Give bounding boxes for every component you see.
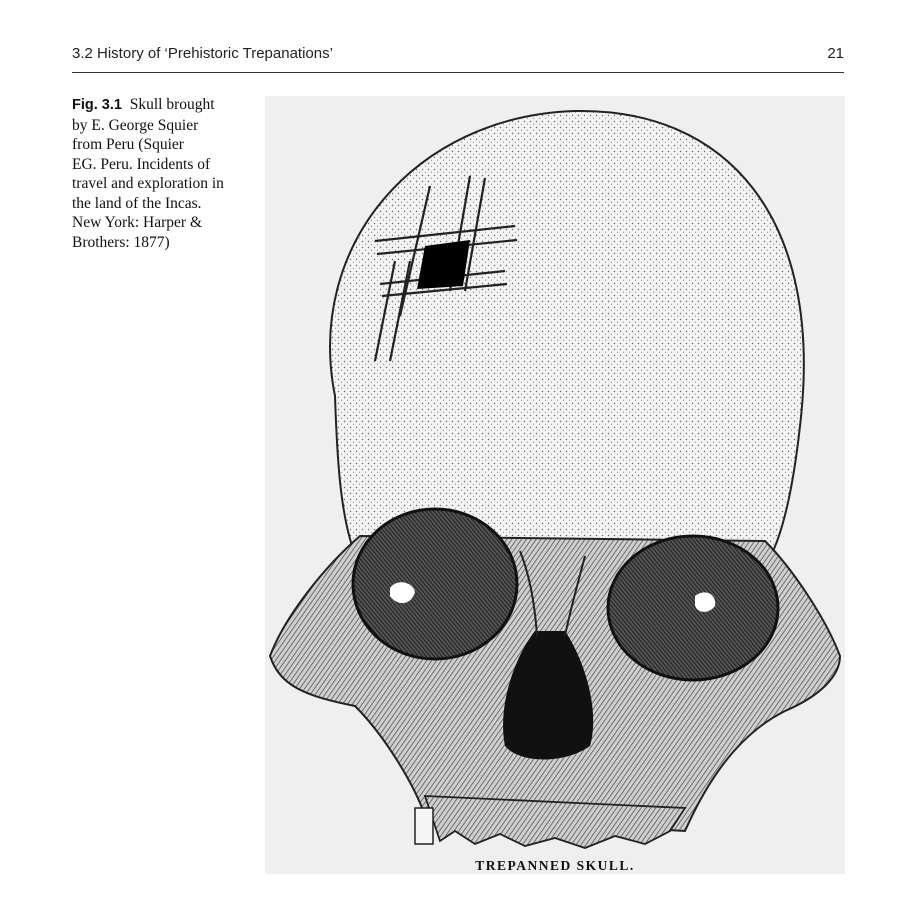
page-number: 21	[827, 45, 844, 62]
tooth	[415, 808, 433, 844]
caption-line-7: New York: Harper &	[72, 214, 203, 231]
skull-illustration	[265, 96, 845, 874]
right-orbit	[608, 536, 778, 680]
header-rule	[72, 72, 844, 73]
caption-line-3: from Peru (Squier	[72, 136, 184, 153]
skull-engraving	[265, 96, 845, 874]
caption-line-5: travel and exploration in	[72, 175, 224, 192]
caption-line-8: Brothers: 1877)	[72, 233, 170, 251]
caption-line-2: by E. George Squier	[72, 116, 199, 134]
caption-line-4: EG. Peru. Incidents of	[72, 155, 211, 173]
caption-line-1	[72, 95, 237, 116]
engraving-label: TREPANNED SKULL.	[475, 858, 635, 873]
section-title: 3.2 History of ‘Prehistoric Trepanations’	[72, 45, 333, 62]
caption-line-6: the land of the Incas.	[72, 194, 202, 212]
trepanation-hole	[417, 240, 470, 289]
cranium	[330, 111, 804, 566]
figure-caption	[72, 95, 237, 252]
left-orbit	[353, 509, 517, 659]
caption-text-1: Skull brought	[129, 96, 215, 113]
figure-label: Fig. 3.1	[72, 97, 122, 113]
